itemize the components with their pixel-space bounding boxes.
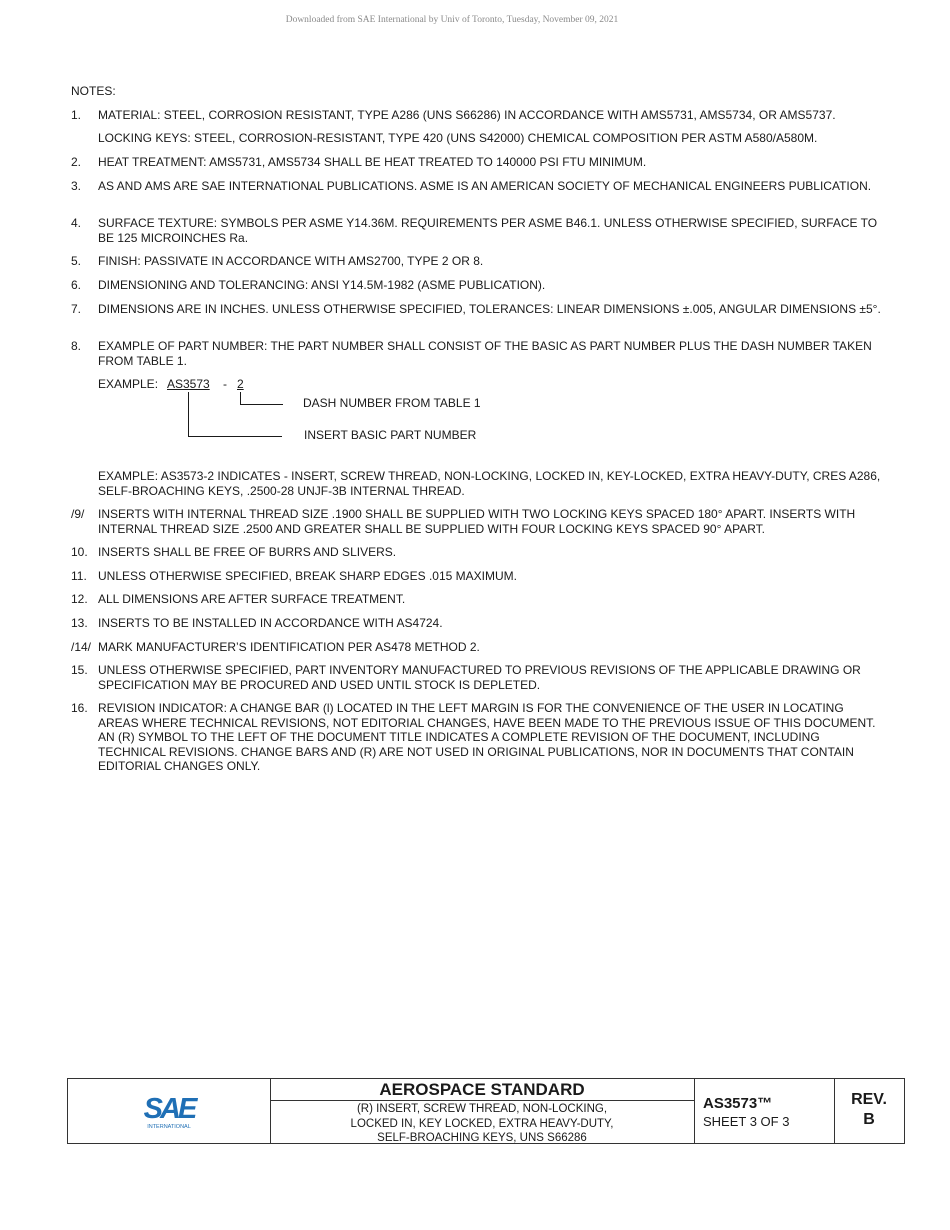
title-block (67, 1078, 905, 1144)
sae-logo-icon (68, 1079, 270, 1143)
note-text: HEAT TREATMENT: AMS5731, AMS5734 SHALL BE HEAT TREATED TO 140000 PSI FTU MINIMUM. (98, 155, 647, 169)
revision-label: REV. (851, 1091, 887, 1108)
note-number: 16. (71, 701, 88, 715)
note-text: LOCKING KEYS: STEEL, CORROSION-RESISTANT, TYPE 420 (UNS S42000) CHEMICAL COMPOSITION PER ASTM A580/A580M. (98, 131, 818, 145)
note-number: /14/ (71, 640, 92, 654)
note-number: 12. (71, 592, 88, 606)
document-number: AS3573™ (703, 1095, 773, 1112)
example-part-number: AS3573 (167, 377, 210, 391)
document-title-cell (270, 1079, 695, 1143)
note-text: ALL DIMENSIONS ARE AFTER SURFACE TREATMENT. (98, 592, 406, 606)
aerospace-standard-heading: AEROSPACE STANDARD (270, 1079, 694, 1101)
sae-logo-cell (68, 1079, 271, 1143)
note-number: 15. (71, 663, 88, 677)
document-number-cell (694, 1079, 835, 1143)
note-text: MATERIAL: STEEL, CORROSION RESISTANT, TYPE A286 (UNS S66286) IN ACCORDANCE WITH AMS5731, AMS5734, OR AMS5737. (98, 108, 836, 122)
sheet-number: SHEET 3 OF 3 (703, 1114, 790, 1129)
svg-text:SAE: SAE (143, 1093, 195, 1125)
note-text: INSERTS SHALL BE FREE OF BURRS AND SLIVERS. (98, 545, 397, 559)
note-number: 4. (71, 216, 82, 230)
callout-dash-number: DASH NUMBER FROM TABLE 1 (303, 396, 481, 410)
part-number-example-diagram (98, 377, 598, 447)
note-number: 13. (71, 616, 88, 630)
note-number: /9/ (71, 507, 85, 521)
example-dash-number: 2 (237, 377, 244, 391)
note-text: DIMENSIONS ARE IN INCHES. UNLESS OTHERWISE SPECIFIED, TOLERANCES: LINEAR DIMENSIONS ±.005, ANGULAR DIMENSIONS ±5°. (98, 302, 881, 316)
description-line: (R) INSERT, SCREW THREAD, NON-LOCKING, (356, 1103, 608, 1115)
note-number: 1. (71, 108, 82, 122)
note-number: 5. (71, 254, 82, 268)
description-line: SELF-BROACHING KEYS, UNS S66286 (377, 1132, 587, 1144)
note-text: UNLESS OTHERWISE SPECIFIED, BREAK SHARP EDGES .015 MAXIMUM. (98, 569, 517, 583)
note-text: REVISION INDICATOR: A CHANGE BAR (l) LOCATED IN THE LEFT MARGIN IS FOR THE CONVENIENCE OF THE USER IN LOCATING AREAS WHERE TECHNICAL REVISIONS, NOT EDITORIAL CHANGES, HAVE BEEN MADE TO THE PREVIOUS ISSUE OF THIS DOCUMENT. AN (R) SYMBOL TO THE LEFT OF THE DOCUMENT TITLE INDICATES A COMPLETE REVISION OF THE DOCUMENT, INCLUDING TECHNICAL REVISIONS. CHANGE BARS AND (R) ARE NOT USED IN ORIGINAL PUBLICATIONS, NOR IN DOCUMENTS THAT CONTAIN EDITORIAL CHANGES ONLY. (98, 701, 876, 773)
note-text: FINISH: PASSIVATE IN ACCORDANCE WITH AMS2700, TYPE 2 OR 8. (98, 254, 484, 268)
note-number: 10. (71, 545, 88, 559)
note-text: DIMENSIONING AND TOLERANCING: ANSI Y14.5M-1982 (ASME PUBLICATION). (98, 278, 546, 292)
revision-cell (834, 1079, 904, 1143)
note-number: 8. (71, 339, 82, 353)
note-number: 7. (71, 302, 82, 316)
note-text: EXAMPLE: AS3573-2 INDICATES - INSERT, SCREW THREAD, NON-LOCKING, LOCKED IN, KEY-LOCKED, EXTRA HEAVY-DUTY, CRES A286, SELF-BROACHING KEYS, .2500-28 UNJF-3B INTERNAL THREAD. (98, 469, 881, 498)
note-text: INSERTS WITH INTERNAL THREAD SIZE .1900 SHALL BE SUPPLIED WITH TWO LOCKING KEYS SPACED 180° APART. INSERTS WITH INTERNAL THREAD SIZE .2500 AND GREATER SHALL BE SUPPLIED WITH FOUR LOCKING KEYS SPACED 90° APART. (98, 507, 856, 536)
document-description (270, 1101, 694, 1146)
leader-line-basic-vertical (188, 392, 189, 437)
note-number: 6. (71, 278, 82, 292)
note-text: EXAMPLE OF PART NUMBER: THE PART NUMBER SHALL CONSIST OF THE BASIC AS PART NUMBER PLUS THE DASH NUMBER TAKEN FROM TABLE 1. (98, 339, 872, 368)
note-text: INSERTS TO BE INSTALLED IN ACCORDANCE WITH AS4724. (98, 616, 443, 630)
download-banner: Downloaded from SAE International by Univ of Toronto, Tuesday, November 09, 2021 (285, 15, 619, 25)
notes-heading: NOTES: (71, 84, 116, 98)
note-text: SURFACE TEXTURE: SYMBOLS PER ASME Y14.36M. REQUIREMENTS PER ASME B46.1. UNLESS OTHERWISE SPECIFIED, SURFACE TO BE 125 MICROINCHES Ra. (98, 216, 878, 245)
note-number: 11. (71, 569, 87, 583)
note-number: 3. (71, 179, 82, 193)
description-line: LOCKED IN, KEY LOCKED, EXTRA HEAVY-DUTY, (350, 1117, 614, 1130)
note-number: 2. (71, 155, 82, 169)
example-dash: - (223, 377, 227, 391)
note-text: MARK MANUFACTURER’S IDENTIFICATION PER AS478 METHOD 2. (98, 640, 480, 654)
svg-text:INTERNATIONAL: INTERNATIONAL (147, 1124, 191, 1130)
revision-value: B (863, 1111, 875, 1128)
example-label: EXAMPLE: (98, 377, 159, 391)
leader-line-basic-horizontal (188, 436, 282, 437)
callout-basic-part-number: INSERT BASIC PART NUMBER (304, 428, 477, 442)
leader-line-dash-horizontal (240, 404, 283, 405)
note-text: AS AND AMS ARE SAE INTERNATIONAL PUBLICATIONS. ASME IS AN AMERICAN SOCIETY OF MECHANICAL ENGINEERS PUBLICATION. (98, 179, 872, 193)
note-text: UNLESS OTHERWISE SPECIFIED, PART INVENTORY MANUFACTURED TO PREVIOUS REVISIONS OF THE APPLICABLE DRAWING OR SPECIFICATION MAY BE PROCURED AND USED UNTIL STOCK IS DEPLETED. (98, 663, 861, 692)
